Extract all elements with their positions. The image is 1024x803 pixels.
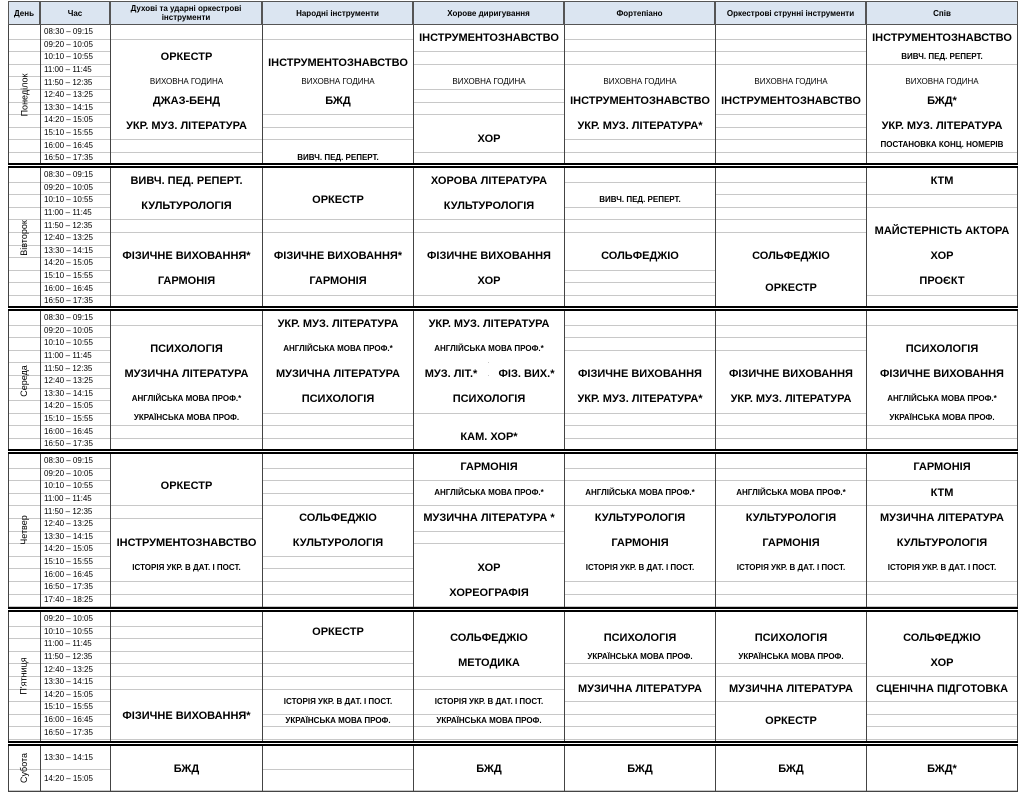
lesson-cell: СОЛЬФЕДЖІО — [263, 506, 413, 529]
header-orchestral-strings: Оркестрові струнні інструменти — [715, 1, 866, 25]
time-slot: 11:50 – 12:35 — [44, 363, 93, 373]
header-voice: Спів — [866, 1, 1018, 25]
lesson-cell: ОРКЕСТР — [263, 613, 413, 650]
header-time: Час — [40, 1, 110, 25]
time-slot: 11:00 – 11:45 — [44, 208, 92, 218]
time-slot: 14:20 – 15:05 — [44, 258, 93, 268]
lesson-cell: СЦЕНІЧНА ПІДГОТОВКА — [867, 677, 1017, 700]
lesson-cell: ПРОЄКТ — [867, 269, 1017, 292]
time-slot: 11:00 – 11:45 — [44, 639, 92, 649]
day-label-monday: Понеділок — [19, 73, 29, 116]
lesson-cell: МУЗ. ЛІТ.* — [414, 362, 488, 385]
lesson-cell: ІНСТРУМЕНТОЗНАВСТВО — [565, 89, 715, 112]
lesson-cell: ФІЗИЧНЕ ВИХОВАННЯ — [867, 362, 1017, 385]
lesson-cell: ФІЗИЧНЕ ВИХОВАННЯ* — [111, 701, 262, 730]
lesson-cell: БЖД — [565, 747, 715, 790]
lesson-cell: ІНСТРУМЕНТОЗНАВСТВО — [716, 89, 866, 112]
lesson-cell: СОЛЬФЕДЖІО — [414, 626, 564, 649]
time-slot: 15:10 – 15:55 — [44, 557, 93, 567]
time-slot: 15:10 – 15:55 — [44, 128, 93, 138]
time-slot: 16:50 – 17:35 — [44, 153, 93, 163]
lesson-cell: ІНСТРУМЕНТОЗНАВСТВО — [867, 26, 1017, 49]
time-slot: 15:10 – 15:55 — [44, 702, 93, 712]
lesson-cell: КУЛЬТУРОЛОГІЯ — [111, 194, 262, 217]
lesson-cell: УКРАЇНСЬКА МОВА ПРОФ. — [263, 715, 413, 726]
lesson-cell: КАМ. ХОР* — [414, 425, 564, 448]
lesson-cell: ПСИХОЛОГІЯ — [263, 387, 413, 410]
time-slot: 16:50 – 17:35 — [44, 439, 93, 449]
lesson-cell: ФІЗИЧНЕ ВИХОВАННЯ — [414, 244, 564, 267]
lesson-cell: УКР. МУЗ. ЛІТЕРАТУРА — [716, 387, 866, 410]
lesson-cell: ХОРЕОГРАФІЯ — [414, 581, 564, 604]
lesson-cell: АНГЛІЙСЬКА МОВА ПРОФ.* — [716, 481, 866, 504]
lesson-cell: ІСТОРІЯ УКР. В ДАТ. І ПОСТ. — [414, 690, 564, 713]
lesson-cell: КУЛЬТУРОЛОГІЯ — [414, 194, 564, 217]
time-slot: 12:40 – 13:25 — [44, 233, 93, 243]
lesson-cell: ВИВЧ. ПЕД. РЕПЕРТ. — [111, 169, 262, 192]
lesson-cell: ІНСТРУМЕНТОЗНАВСТВО — [111, 531, 262, 554]
lesson-cell: УКР. МУЗ. ЛІТЕРАТУРА — [111, 114, 262, 137]
time-slot: 12:40 – 13:25 — [44, 376, 93, 386]
time-slot: 11:50 – 12:35 — [44, 506, 93, 516]
time-slot: 17:40 – 18:25 — [44, 594, 93, 604]
lesson-cell: КУЛЬТУРОЛОГІЯ — [565, 506, 715, 529]
time-slot: 13:30 – 14:15 — [44, 245, 93, 255]
lesson-cell: УКР. МУЗ. ЛІТЕРАТУРА — [414, 312, 564, 335]
lesson-cell: ОРКЕСТР — [716, 702, 866, 739]
time-slot: 13:30 – 14:15 — [44, 531, 93, 541]
time-slot: 09:20 – 10:05 — [44, 182, 93, 192]
time-slot: 16:00 – 16:45 — [44, 426, 93, 436]
lesson-cell: ПСИХОЛОГІЯ — [414, 387, 564, 410]
lesson-cell: ІСТОРІЯ УКР. В ДАТ. І ПОСТ. — [263, 690, 413, 713]
time-slot: 13:30 – 14:15 — [44, 388, 93, 398]
lesson-cell: АНГЛІЙСЬКА МОВА ПРОФ.* — [111, 387, 262, 410]
lesson-cell: ХОР — [414, 556, 564, 579]
lesson-cell: БЖД* — [867, 89, 1017, 112]
time-slot: 14:20 – 15:05 — [44, 689, 93, 699]
lesson-cell: ХОР — [867, 244, 1017, 267]
lesson-cell: ГАРМОНІЯ — [111, 269, 262, 292]
lesson-cell: УКР. МУЗ. ЛІТЕРАТУРА* — [565, 114, 715, 137]
lesson-cell: МУЗИЧНА ЛІТЕРАТУРА * — [414, 506, 564, 529]
time-slot: 09:20 – 10:05 — [44, 325, 93, 335]
lesson-cell: ОРКЕСТР — [111, 468, 262, 504]
day-label-thursday: Четвер — [19, 515, 29, 545]
lesson-cell: МУЗИЧНА ЛІТЕРАТУРА — [263, 362, 413, 385]
lesson-cell: УКРАЇНСЬКА МОВА ПРОФ. — [565, 651, 715, 662]
day-separator — [8, 163, 1018, 168]
lesson-cell: ВИВЧ. ПЕД. РЕПЕРТ. — [867, 51, 1017, 62]
lesson-cell: ГАРМОНІЯ — [716, 531, 866, 554]
lesson-cell: КТМ — [867, 481, 1017, 504]
time-slot: 10:10 – 10:55 — [44, 52, 93, 62]
lesson-cell: МУЗИЧНА ЛІТЕРАТУРА — [716, 677, 866, 700]
lesson-cell: ВИХОВНА ГОДИНА — [565, 76, 715, 87]
lesson-cell: БЖД — [414, 747, 564, 790]
lesson-cell: УКР. МУЗ. ЛІТЕРАТУРА — [867, 114, 1017, 137]
lesson-cell: МУЗИЧНА ЛІТЕРАТУРА — [867, 506, 1017, 529]
lesson-cell: УКРАЇНСЬКА МОВА ПРОФ. — [867, 412, 1017, 423]
time-slot: 14:20 – 15:05 — [44, 401, 93, 411]
time-slot: 11:00 – 11:45 — [44, 494, 92, 504]
lesson-cell: БЖД* — [867, 747, 1017, 790]
time-slot: 09:20 – 10:05 — [44, 39, 93, 49]
lesson-cell: УКР. МУЗ. ЛІТЕРАТУРА — [263, 312, 413, 335]
lesson-cell: ПСИХОЛОГІЯ — [565, 626, 715, 649]
time-slot: 16:50 – 17:35 — [44, 582, 93, 592]
time-slot: 13:30 – 14:15 — [44, 677, 93, 687]
lesson-cell: МУЗИЧНА ЛІТЕРАТУРА — [565, 677, 715, 700]
time-slot: 11:50 – 12:35 — [44, 652, 93, 662]
lesson-cell: ОРКЕСТР — [716, 269, 866, 306]
time-slot: 10:10 – 10:55 — [44, 338, 93, 348]
day-separator — [8, 607, 1018, 612]
time-slot: 15:10 – 15:55 — [44, 414, 93, 424]
lesson-cell: ІСТОРІЯ УКР. В ДАТ. І ПОСТ. — [111, 556, 262, 579]
day-label-friday: П'ятниця — [19, 657, 29, 695]
time-slot: 12:40 – 13:25 — [44, 519, 93, 529]
lesson-cell: ІНСТРУМЕНТОЗНАВСТВО — [414, 26, 564, 49]
lesson-cell: ГАРМОНІЯ — [263, 269, 413, 292]
time-slot: 08:30 – 09:15 — [44, 456, 93, 466]
day-label-saturday: Субота — [19, 752, 29, 784]
lesson-cell: КТМ — [867, 169, 1017, 192]
header-folk-instruments: Народні інструменти — [262, 1, 413, 25]
lesson-cell: СОЛЬФЕДЖІО — [716, 244, 866, 267]
time-slot: 16:00 – 16:45 — [44, 569, 93, 579]
time-slot: 14:20 – 15:05 — [44, 774, 93, 784]
time-slot: 13:30 – 14:15 — [44, 752, 93, 762]
lesson-cell: СОЛЬФЕДЖІО — [867, 626, 1017, 649]
time-slot: 08:30 – 09:15 — [44, 27, 93, 37]
lesson-cell: ФІЗИЧНЕ ВИХОВАННЯ — [565, 362, 715, 385]
time-slot: 11:00 – 11:45 — [44, 351, 92, 361]
lesson-cell: МАЙСТЕРНІСТЬ АКТОРА — [867, 219, 1017, 242]
lesson-cell: УКР. МУЗ. ЛІТЕРАТУРА* — [565, 387, 715, 410]
time-slot: 14:20 – 15:05 — [44, 115, 93, 125]
lesson-cell: УКРАЇНСЬКА МОВА ПРОФ. — [716, 651, 866, 662]
lesson-cell: СОЛЬФЕДЖІО — [565, 244, 715, 267]
time-slot: 12:40 – 13:25 — [44, 90, 93, 100]
lesson-cell: БЖД — [716, 747, 866, 790]
lesson-cell: ГАРМОНІЯ — [565, 531, 715, 554]
time-slot: 16:00 – 16:45 — [44, 283, 93, 293]
lesson-cell: ФІЗИЧНЕ ВИХОВАННЯ — [716, 362, 866, 385]
time-slot: 12:40 – 13:25 — [44, 664, 93, 674]
lesson-cell: ФІЗ. ВИХ.* — [489, 362, 564, 385]
lesson-cell: ВИВЧ. ПЕД. РЕПЕРТ. — [565, 194, 715, 205]
header-piano: Фортепіано — [564, 1, 715, 25]
lesson-cell: МЕТОДИКА — [414, 651, 564, 674]
day-separator — [8, 449, 1018, 454]
lesson-cell: ДЖАЗ-БЕНД — [111, 89, 262, 112]
time-slot: 10:10 – 10:55 — [44, 481, 93, 491]
time-slot: 16:00 – 16:45 — [44, 140, 93, 150]
lesson-cell: ІСТОРІЯ УКР. В ДАТ. І ПОСТ. — [867, 556, 1017, 579]
lesson-cell: ВИХОВНА ГОДИНА — [111, 76, 262, 87]
lesson-cell: АНГЛІЙСЬКА МОВА ПРОФ.* — [414, 481, 564, 504]
lesson-cell: ПОСТАНОВКА КОНЦ. НОМЕРІВ — [867, 139, 1017, 150]
lesson-cell: ПСИХОЛОГІЯ — [716, 626, 866, 649]
lesson-cell: ВИХОВНА ГОДИНА — [716, 76, 866, 87]
table-bottom-line — [8, 791, 1018, 792]
lesson-cell: УКРАЇНСЬКА МОВА ПРОФ. — [414, 715, 564, 726]
header-brass-percussion: Духові та ударні оркестрові інструменти — [110, 1, 262, 25]
lesson-cell: ОРКЕСТР — [111, 45, 262, 69]
time-slot: 11:00 – 11:45 — [44, 65, 92, 75]
lesson-cell: ХОР — [414, 269, 564, 292]
lesson-cell: ІСТОРІЯ УКР. В ДАТ. І ПОСТ. — [565, 556, 715, 579]
lesson-cell: ФІЗИЧНЕ ВИХОВАННЯ* — [263, 244, 413, 267]
lesson-cell: АНГЛІЙСЬКА МОВА ПРОФ.* — [867, 387, 1017, 410]
lesson-cell: ХОРОВА ЛІТЕРАТУРА — [414, 169, 564, 192]
lesson-cell: УКРАЇНСЬКА МОВА ПРОФ. — [111, 412, 262, 423]
lesson-cell: ГАРМОНІЯ — [414, 455, 564, 478]
day-label-tuesday: Вівторок — [19, 219, 29, 256]
column-divider — [1017, 25, 1018, 792]
time-slot: 08:30 – 09:15 — [44, 313, 93, 323]
day-separator — [8, 741, 1018, 746]
lesson-cell: ІНСТРУМЕНТОЗНАВСТВО — [263, 51, 413, 74]
header-day: День — [8, 1, 40, 25]
lesson-cell: АНГЛІЙСЬКА МОВА ПРОФ.* — [565, 481, 715, 504]
lesson-cell: ВИХОВНА ГОДИНА — [414, 76, 564, 87]
lesson-cell: ОРКЕСТР — [263, 182, 413, 217]
lesson-cell: БЖД — [263, 89, 413, 112]
time-slot: 14:20 – 15:05 — [44, 544, 93, 554]
header-choral-conducting: Хорове диригування — [413, 1, 564, 25]
time-slot: 11:50 – 12:35 — [44, 77, 93, 87]
lesson-cell: КУЛЬТУРОЛОГІЯ — [867, 531, 1017, 554]
time-slot: 16:50 – 17:35 — [44, 727, 93, 737]
lesson-cell: АНГЛІЙСЬКА МОВА ПРОФ.* — [414, 337, 564, 360]
day-separator — [8, 306, 1018, 311]
lesson-cell: ПСИХОЛОГІЯ — [867, 337, 1017, 360]
time-slot: 09:20 – 10:05 — [44, 468, 93, 478]
lesson-cell: ХОР — [414, 127, 564, 150]
lesson-cell: ХОР — [867, 651, 1017, 674]
lesson-cell: КУЛЬТУРОЛОГІЯ — [716, 506, 866, 529]
lesson-cell: АНГЛІЙСЬКА МОВА ПРОФ.* — [263, 337, 413, 360]
time-slot: 09:20 – 10:05 — [44, 614, 93, 624]
time-slot: 11:50 – 12:35 — [44, 220, 93, 230]
time-slot: 10:10 – 10:55 — [44, 626, 93, 636]
time-slot: 15:10 – 15:55 — [44, 271, 93, 281]
lesson-cell: ФІЗИЧНЕ ВИХОВАННЯ* — [111, 244, 262, 267]
lesson-cell: МУЗИЧНА ЛІТЕРАТУРА — [111, 362, 262, 385]
lesson-cell: ІСТОРІЯ УКР. В ДАТ. І ПОСТ. — [716, 556, 866, 579]
time-slot: 08:30 – 09:15 — [44, 170, 93, 180]
time-slot: 13:30 – 14:15 — [44, 102, 93, 112]
lesson-cell: БЖД — [111, 747, 262, 790]
lesson-cell: ВИВЧ. ПЕД. РЕПЕРТ. — [263, 152, 413, 163]
day-label-wednesday: Середа — [18, 364, 29, 397]
time-slot: 16:00 – 16:45 — [44, 715, 93, 725]
time-slot: 16:50 – 17:35 — [44, 296, 93, 306]
lesson-cell: ВИХОВНА ГОДИНА — [867, 76, 1017, 87]
lesson-cell: ГАРМОНІЯ — [867, 455, 1017, 478]
lesson-cell: ВИХОВНА ГОДИНА — [263, 76, 413, 87]
lesson-cell: ПСИХОЛОГІЯ — [111, 337, 262, 360]
time-slot: 10:10 – 10:55 — [44, 195, 93, 205]
lesson-cell: КУЛЬТУРОЛОГІЯ — [263, 531, 413, 554]
